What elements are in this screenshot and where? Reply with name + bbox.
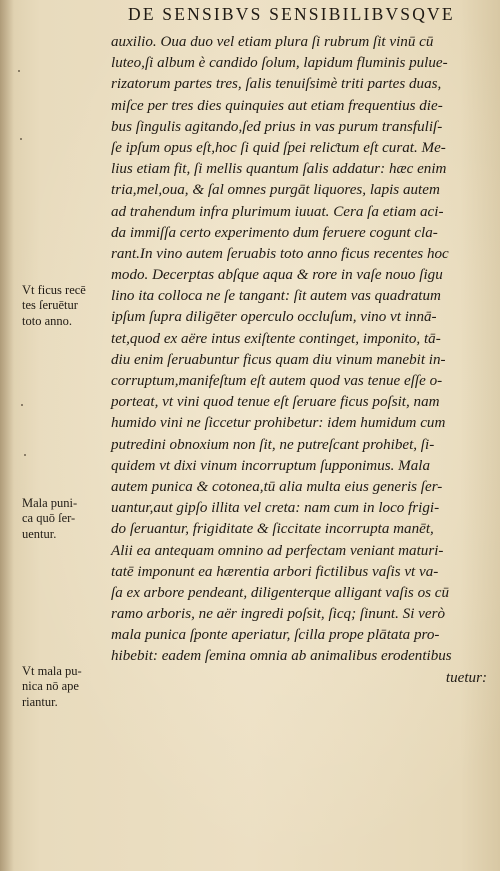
text-line: luteo,ſi album è candido ſolum, lapidum fluminis pulue- [111,55,448,72]
running-head: DE SENSIBVS SENSIBILIBVSQVE [128,4,455,24]
text-line: corruptum,manifeſtum eſt autem quod vas tenue eſſe o- [111,373,443,389]
text-line: ſa ex arbore pendeant, diligenterque alligant vaſis os cū [111,584,450,601]
text-line: tria,mel,oua, & ſal omnes purgāt liquores, lapis autem [111,182,440,199]
text-line: autem punica & cotonea,tū alia multa eius generis ſer- [111,478,443,495]
text-line: lino ita colloca ne ſe tangant: ſit autem vas quadratum [111,288,441,305]
page-gutter-shadow [0,0,14,871]
text-line: auxilio. Oua duo vel etiam plura ſi rubrum ſit vinū cū [111,34,434,50]
text-line: ipſum ſupra diligēter operculo occluſum, vino vt innā- [111,309,437,326]
ink-speck [20,138,22,140]
text-line: rant.In vino autem ſeruabis toto anno ficus recentes hoc [111,245,449,262]
text-line: bus ſingulis agitando,ſed prius in vas purum transfuliſ- [111,118,443,135]
text-line: miſce per tres dies quinquies aut etiam frequentius die- [111,97,443,114]
text-line: tatē imponunt ea hærentia arbori fictilibus vaſis vt va- [111,563,439,580]
text-line: da immiſſa certo experimento dum feruere cogunt cla- [111,224,438,241]
margin-note-line: Vt ficus recē [22,283,86,297]
text-line: rizatorum partes tres, ſalis tenuiſsimè triti partes duas, [111,76,442,93]
margin-note-line: ca quō ſer- [22,511,76,526]
text-line: humido vini ne ſiccetur prohibetur: idem humidum cum [111,415,446,432]
ink-speck [18,70,20,72]
margin-note-line: Mala puni- [22,496,78,510]
ink-speck [24,454,26,456]
margin-note-line: toto anno. [22,313,72,328]
text-line: mala punica ſponte aperiatur, ſcilla prope plātata pro- [111,627,440,644]
margin-note-line: uentur. [22,526,57,541]
text-line: Alii ea antequam omnino ad perfectam veniant maturi- [111,542,444,559]
text-line: quidem vt dixi vinum incorruptum ſupponimus. Mala [111,457,431,474]
text-line: lius etiam fit, ſi mellis quantum ſalis addatur: hæc enim [111,161,447,178]
text-line: ſe ipſum opus eſt,hoc ſi quid ſpei reliƈtum eſt curat. Me- [111,139,446,156]
text-line: uantur,aut gipſo illita vel creta: nam cum in loco frigi- [111,500,440,517]
text-line: do ſeruantur, frigiditate & ſiccitate incorrupta manēt, [111,521,434,538]
margin-note-line: Vt mala pu- [22,664,82,678]
text-line: ramo arboris, ne aër ingredi poſsit, ſicq; ſinunt. Si verò [111,606,446,623]
text-line: hibebit: eadem ſemina omnia ab animalibus erodentibus [111,648,452,665]
text-line: porteat, vt vini quod tenue eſt ſeruare ficus poſsit, nam [111,394,440,411]
text-line: tet,quod ex aëre intus exiſtente continget, imponito, tā- [111,330,441,347]
margin-note-mala-punica [22,496,108,542]
text-line: tuetur: [445,669,487,686]
margin-note-mala-punica-aperiantur [22,664,108,710]
margin-note-ficus [22,283,108,329]
text-line: ad trahendum infra plurimum iuuat. Cera ſa etiam aci- [111,203,444,220]
text-line: diu enim ſeruabuntur ficus quam diu vinum manebit in- [111,351,446,368]
margin-note-line: riantur. [22,694,58,709]
main-text-block [111,32,487,689]
margin-note-line: tes ſeruētur [22,298,78,313]
ink-speck [21,404,23,406]
text-line: putredini obnoxium non ſit, ne putreſcant prohibet, ſi- [111,436,435,453]
text-line: modo. Decerptas abſque aqua & rore in vaſe nouo ſigu [111,267,443,284]
margin-note-line: nica nō ape [22,679,79,694]
